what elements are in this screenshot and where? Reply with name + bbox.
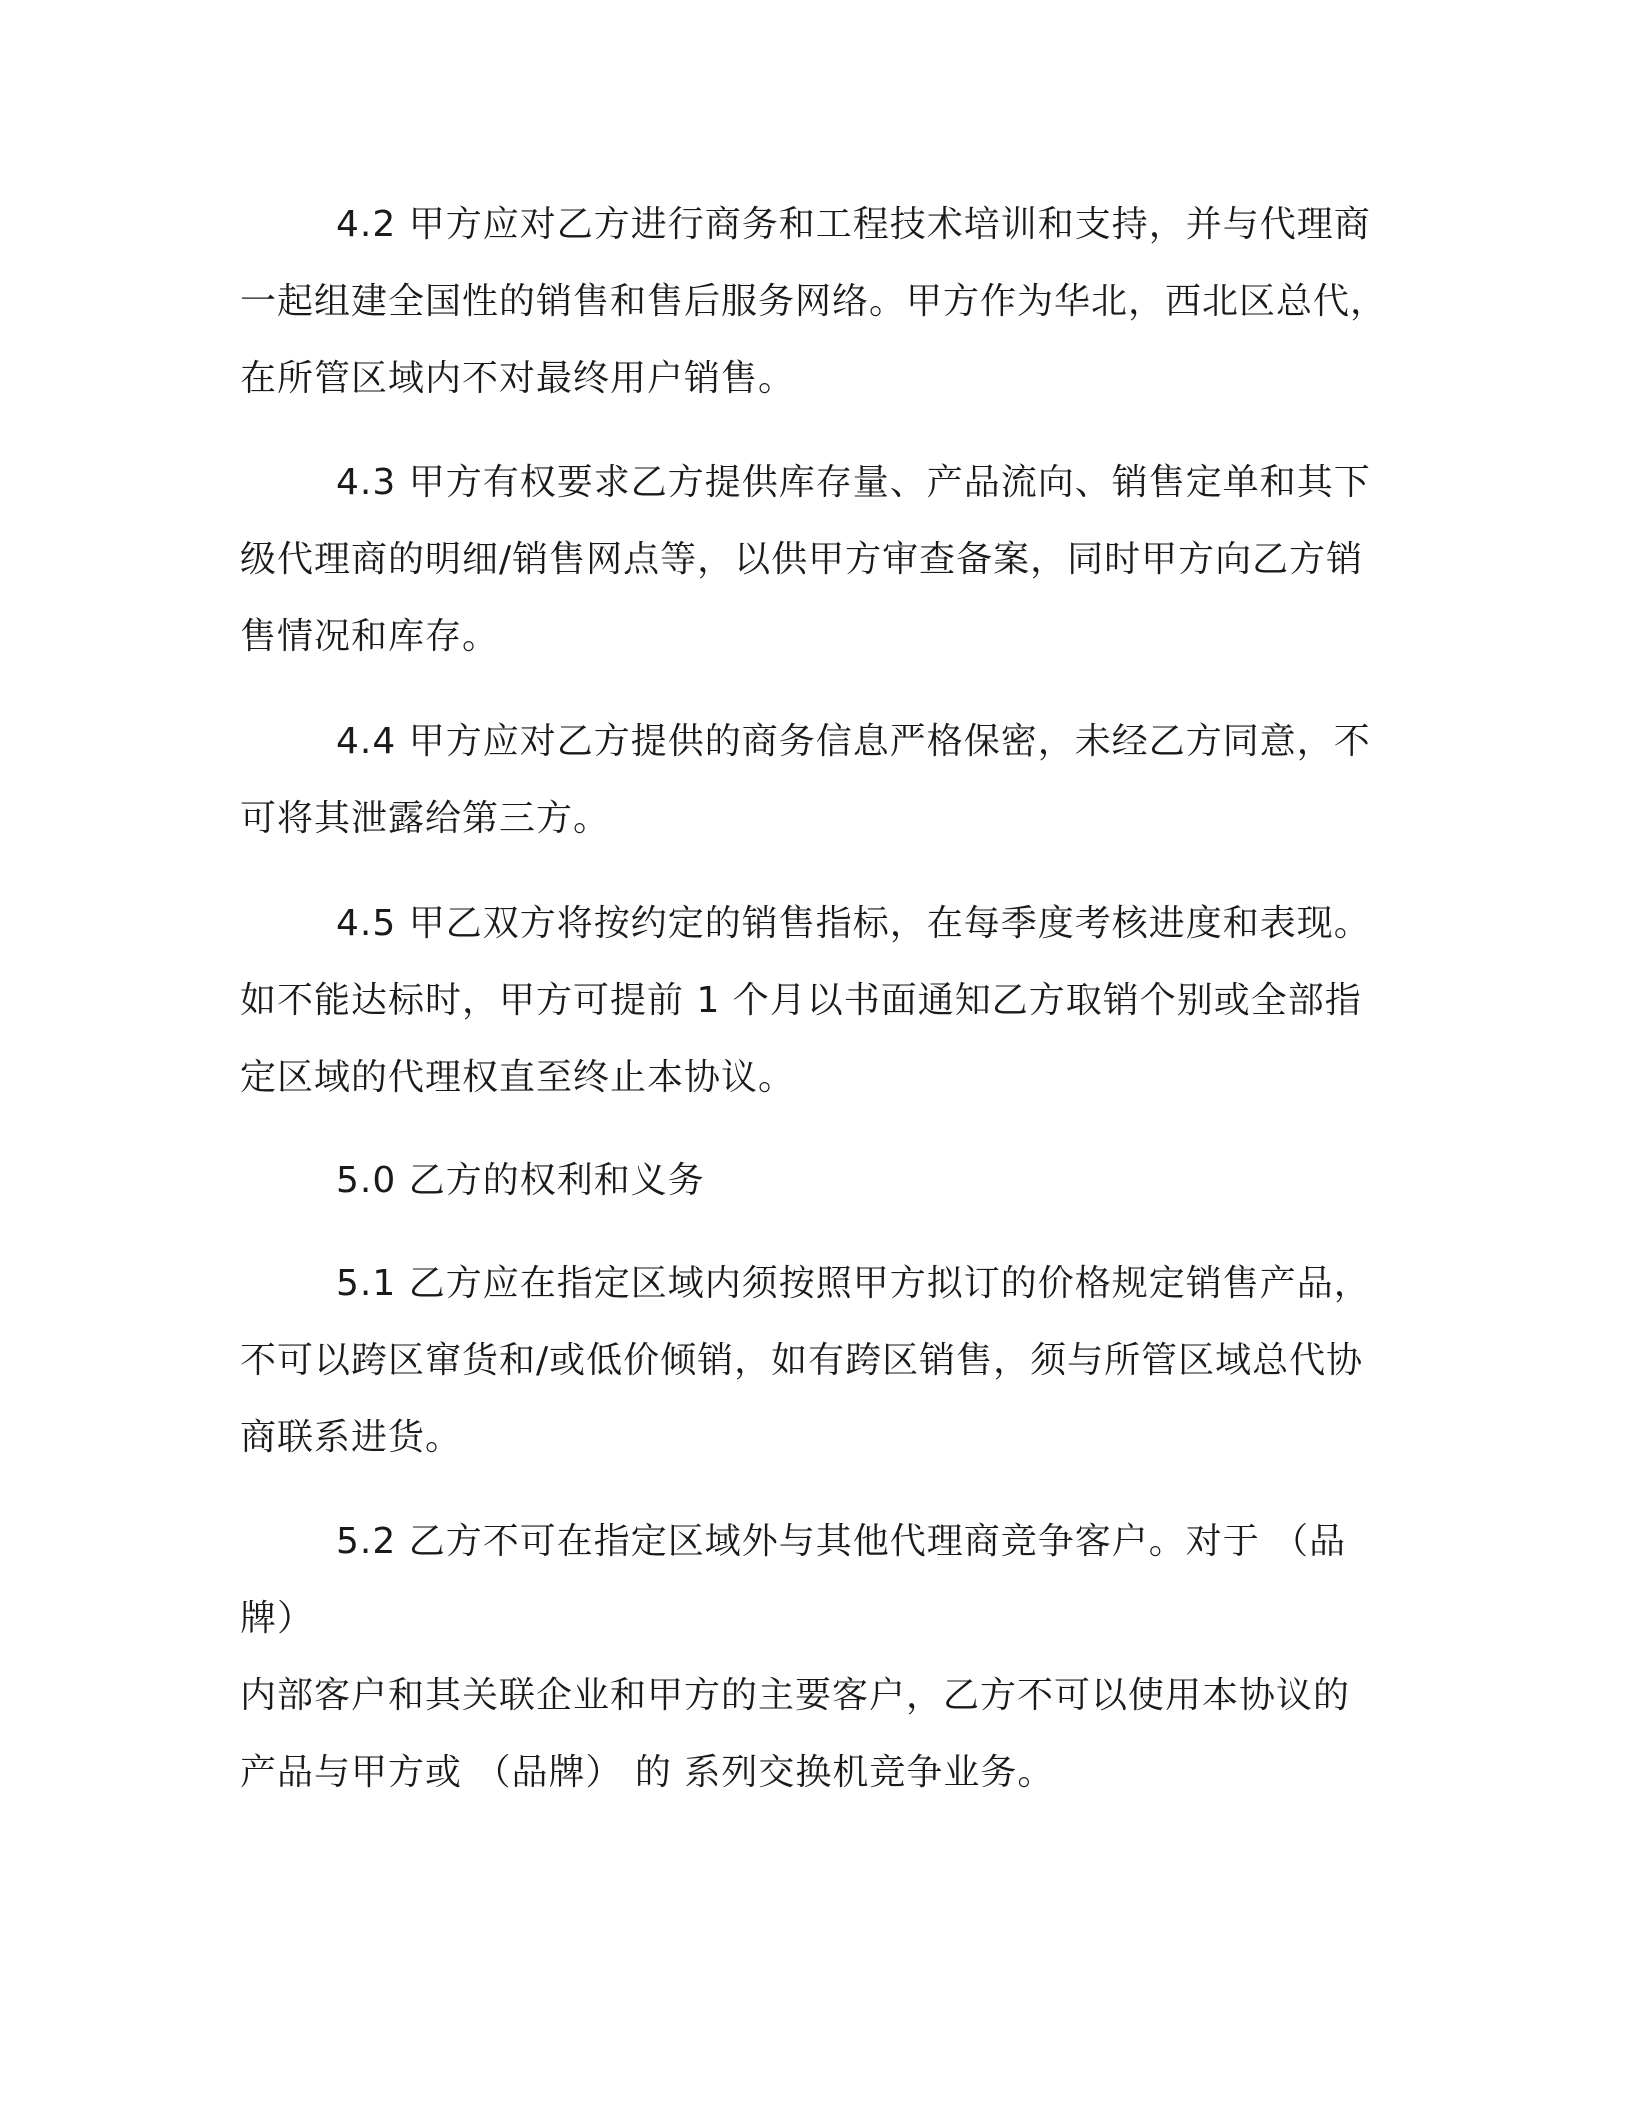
section-5-0-heading	[240, 1142, 1390, 1219]
document-body	[240, 186, 1390, 1811]
clause-4-3-line-1: 4.3 甲方有权要求乙方提供库存量、产品流向、销售定单和其下	[336, 462, 1371, 503]
clause-5-2	[240, 1503, 1390, 1811]
clause-5-1-line-2: 不可以跨区窜货和/或低价倾销，如有跨区销售，须与所管区域总代协	[240, 1340, 1364, 1381]
clause-5-1-line-3: 商联系进货。	[240, 1417, 463, 1458]
clause-4-4	[240, 703, 1390, 857]
clause-5-2-line-2: 内部客户和其关联企业和甲方的主要客户，乙方不可以使用本协议的	[240, 1675, 1351, 1716]
clause-4-3	[240, 444, 1390, 675]
clause-4-4-line-1: 4.4 甲方应对乙方提供的商务信息严格保密，未经乙方同意，不	[336, 721, 1371, 762]
clause-4-3-line-2: 级代理商的明细/销售网点等，以供甲方审查备案，同时甲方向乙方销	[240, 539, 1364, 580]
clause-5-1	[240, 1245, 1390, 1476]
clause-4-2-line-3: 在所管区域内不对最终用户销售。	[240, 358, 796, 399]
clause-4-3-line-3: 售情况和库存。	[240, 616, 500, 657]
section-5-0-line-1: 5.0 乙方的权利和义务	[336, 1160, 705, 1201]
clause-4-2	[240, 186, 1390, 417]
clause-4-5-line-1: 4.5 甲乙双方将按约定的销售指标，在每季度考核进度和表现。	[336, 903, 1371, 944]
clause-5-1-line-1: 5.1 乙方应在指定区域内须按照甲方拟订的价格规定销售产品，	[336, 1263, 1371, 1304]
clause-4-2-line-1: 4.2 甲方应对乙方进行商务和工程技术培训和支持，并与代理商	[336, 204, 1371, 245]
clause-5-2-line-1: 5.2 乙方不可在指定区域外与其他代理商竞争客户。对于 （品牌）	[240, 1521, 1347, 1639]
clause-4-5	[240, 885, 1390, 1116]
clause-4-5-line-2: 如不能达标时，甲方可提前 1 个月以书面通知乙方取销个别或全部指	[240, 980, 1362, 1021]
clause-4-4-line-2: 可将其泄露给第三方。	[240, 798, 611, 839]
clause-4-5-line-3: 定区域的代理权直至终止本协议。	[240, 1057, 796, 1098]
clause-4-2-line-2: 一起组建全国性的销售和售后服务网络。甲方作为华北，西北区总代，	[240, 281, 1388, 322]
clause-5-2-line-3: 产品与甲方或 （品牌） 的 系列交换机竞争业务。	[240, 1752, 1055, 1793]
